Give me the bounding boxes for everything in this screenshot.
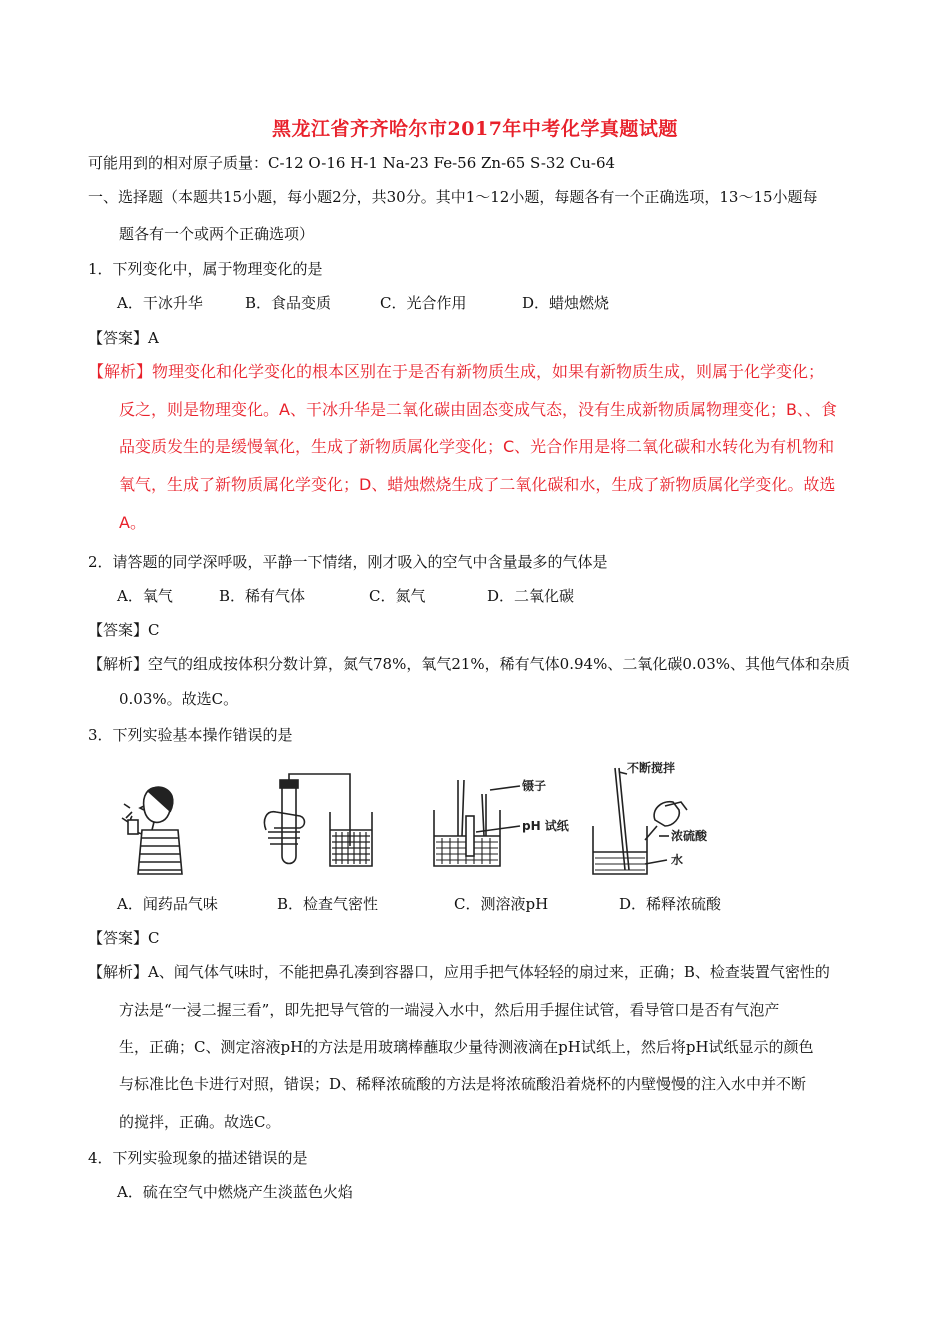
q2-option-b: B．稀有气体 xyxy=(219,587,306,605)
q1-option-a: A．干冰升华 xyxy=(117,294,203,312)
page-title: 黑龙江省齐齐哈尔市2017年中考化学真题试题 xyxy=(272,118,678,140)
q2-stem: 2．请答题的同学深呼吸，平静一下情绪，刚才吸入的空气中含量最多的气体是 xyxy=(88,553,608,571)
section-heading-line2: 题各有一个或两个正确选项） xyxy=(119,225,315,243)
atomic-masses: 可能用到的相对原子质量：C-12 O-16 H-1 Na-23 Fe-56 Zn-65 S-32 Cu-64 xyxy=(88,154,616,172)
q3-analysis-line: 与标准比色卡进行对照，错误；D、稀释浓硫酸的方法是将浓硫酸沿着烧杯的内壁慢慢的注入水中并不断 xyxy=(119,1075,807,1093)
tweezers-label: 镊子 xyxy=(522,779,547,793)
q4-stem: 4．下列实验现象的描述错误的是 xyxy=(88,1149,308,1167)
acid-label: 浓硫酸 xyxy=(671,829,708,843)
q2-analysis-line: 【解析】空气的组成按体积分数计算，氮气78%，氧气21%，稀有气体0.94%、二氧化碳0.03%、其他气体和杂质 xyxy=(88,655,850,673)
q2-option-d: D．二氧化碳 xyxy=(487,587,575,605)
q3-figures xyxy=(110,760,810,890)
dilute-acid-figure xyxy=(585,760,745,880)
q2-option-c: C．氮气 xyxy=(369,587,426,605)
q1-analysis-line: 反之，则是物理变化。A、干冰升华是二氧化碳由固态变成气态，没有生成新物质属物理变化；B、、食 xyxy=(119,400,837,419)
q3-option-b: B．检查气密性 xyxy=(277,895,379,913)
smelling-figure xyxy=(118,778,198,878)
q1-answer: 【答案】A xyxy=(88,329,159,347)
q4-option-a: A．硫在空气中燃烧产生淡蓝色火焰 xyxy=(117,1183,353,1201)
q3-analysis-line: 生，正确；C、测定溶液pH的方法是用玻璃棒蘸取少量待测液滴在pH试纸上，然后将pH试纸显示的颜色 xyxy=(119,1038,814,1056)
q3-analysis-line: 的搅拌，正确。故选C。 xyxy=(119,1113,281,1131)
ph-paper-label: pH 试纸 xyxy=(522,819,569,833)
q1-option-b: B．食品变质 xyxy=(245,294,332,312)
q3-analysis-line: 方法是“一浸二握三看”，即先把导气管的一端浸入水中，然后用手握住试管，看导管口是否有气泡产 xyxy=(119,1001,780,1019)
water-label: 水 xyxy=(671,853,684,867)
q1-analysis-line: 氧气，生成了新物质属化学变化；D、蜡烛燃烧生成了二氧化碳和水，生成了新物质属化学变化。故选 xyxy=(119,475,836,494)
section-heading-line1: 一、选择题（本题共15小题，每小题2分，共30分。其中1～12小题，每题各有一个正确选项，13～15小题每 xyxy=(88,188,818,206)
q2-analysis-line: 0.03%。故选C。 xyxy=(119,690,239,708)
q1-option-d: D．蜡烛燃烧 xyxy=(522,294,610,312)
q3-option-a: A．闻药品气味 xyxy=(117,895,218,913)
q3-option-d: D．稀释浓硫酸 xyxy=(619,895,722,913)
q3-stem: 3．下列实验基本操作错误的是 xyxy=(88,726,293,744)
q1-stem: 1．下列变化中，属于物理变化的是 xyxy=(88,260,323,278)
q1-option-c: C．光合作用 xyxy=(380,294,467,312)
q3-analysis-line: 【解析】A、闻气体气味时，不能把鼻孔凑到容器口，应用手把气体轻轻的扇过来，正确；B、检查装置气密性的 xyxy=(88,963,830,981)
q2-option-a: A．氧气 xyxy=(117,587,173,605)
q1-analysis-line: 【解析】物理变化和化学变化的根本区别在于是否有新物质生成，如果有新物质生成，则属于化学变化； xyxy=(88,362,825,381)
airtightness-figure xyxy=(260,770,390,880)
q2-answer: 【答案】C xyxy=(88,621,160,639)
q3-option-c: C．测溶液pH xyxy=(454,895,549,913)
q1-analysis-line: A。 xyxy=(119,513,146,532)
stir-label: 不断搅拌 xyxy=(627,761,676,775)
q3-answer: 【答案】C xyxy=(88,929,160,947)
ph-test-figure xyxy=(430,776,580,876)
q1-analysis-line: 品变质发生的是缓慢氧化，生成了新物质属化学变化；C、光合作用是将二氧化碳和水转化为有机物和 xyxy=(119,437,835,456)
